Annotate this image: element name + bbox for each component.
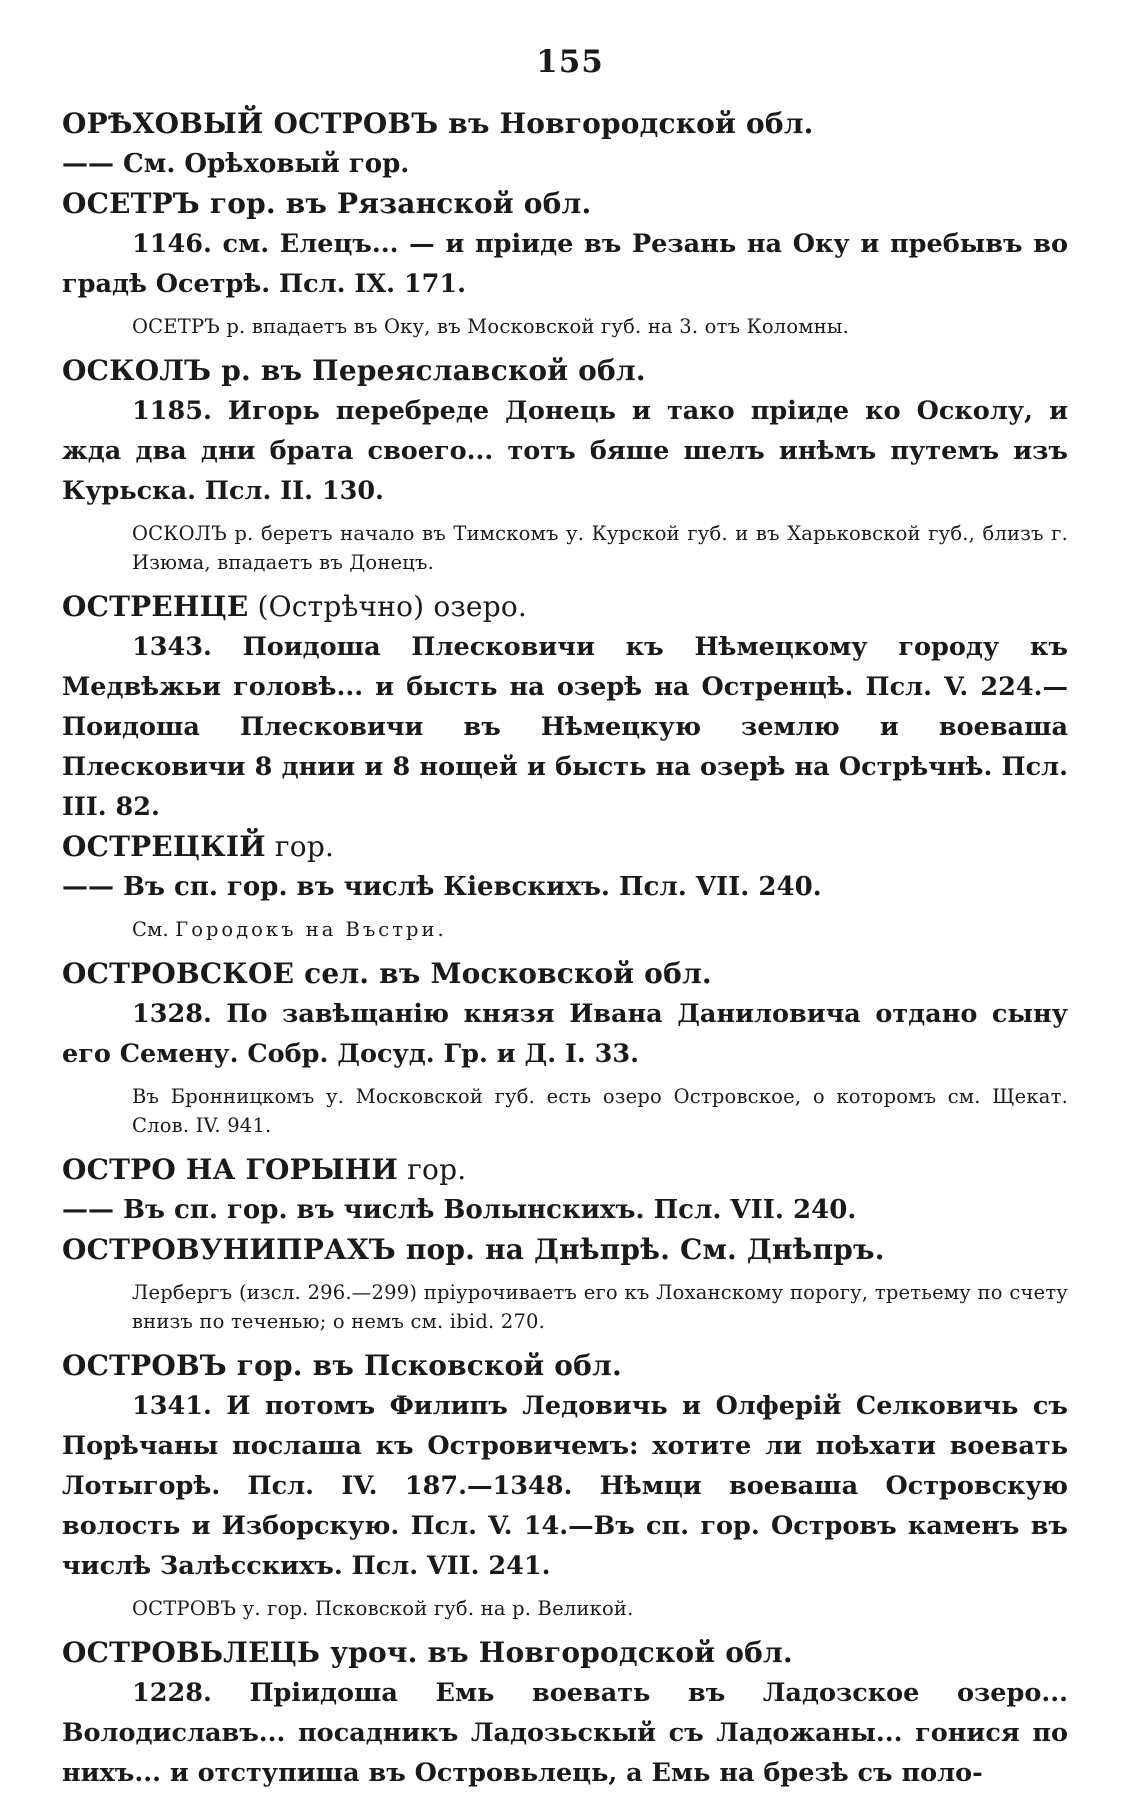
entry-name: ОСКОЛЪ <box>62 354 212 387</box>
entry-name: ОСТРОВЬЛЕЦЬ <box>62 1636 321 1669</box>
entry-name: ОСТРЕНЦЕ <box>62 590 249 623</box>
entry-note: ОСТРОВЪ у. гор. Псковской губ. на р. Великой. <box>132 1597 634 1620</box>
entry-note <box>62 915 1068 944</box>
entry-ostro-na-goryni <box>62 1150 1068 1230</box>
entry-note: Лербергъ (изсл. 296.—299) пріурочиваетъ его къ Лоханскому порогу, третьему по счету внизъ по теченью; о немъ см. ibid. 270. <box>132 1281 1068 1333</box>
entry-heading <box>62 1230 1068 1270</box>
entry-crossref: —— См. Орѣховый гор. <box>62 149 410 179</box>
entry-crossref: —— Въ сп. гор. въ числѣ Волынскихъ. Псл. VII. 240. <box>62 1195 857 1225</box>
entry-heading <box>62 587 1068 627</box>
entry-oskol <box>62 351 1068 577</box>
entry-quotation: 1185. Игорь перебреде Донець и тако пріиде ко Осколу, и жда два дни брата своего... тотъ бяше шелъ инѣмъ путемъ изъ Курьска. Псл. II. 130. <box>62 396 1068 506</box>
entry-descriptor: уроч. въ Новгородской обл. <box>320 1636 793 1669</box>
entry-descriptor: гор. въ Рязанской обл. <box>199 187 592 220</box>
entry-ostrovuniprah <box>62 1230 1068 1336</box>
entry-name: ОСТРОВЪ <box>62 1349 227 1382</box>
entry-note: Въ Бронницкомъ у. Московской губ. есть озеро Островское, о которомъ см. Щекат. Слов. IV. 941. <box>132 1085 1068 1137</box>
note-prefix: См. <box>132 918 176 941</box>
entry-heading <box>62 954 1068 994</box>
entry-name: ОРѢХОВЫЙ ОСТРОВЪ <box>62 107 439 140</box>
entry-quotation: 1228. Пріидоша Емь воевать въ Ладозское озеро... Володиславъ... посадникъ Ладозьскый съ Ладожаны... гонися по нихъ... и отступиша въ Островьлець, а Емь на брезѣ съ поло- <box>62 1678 1068 1788</box>
entry-heading <box>62 1346 1068 1386</box>
entry-ostrov <box>62 1346 1068 1623</box>
entry-name: ОСТРОВСКОЕ <box>62 957 295 990</box>
entry-heading <box>62 1633 1068 1673</box>
entry-quotation: 1341. И потомъ Филипъ Ледовичь и Олферій Селковичь съ Порѣчаны послаша къ Островичемъ: хотите ли поѣхати воевать Лотыгорѣ. Псл. IV. 187.—1348. Нѣмци воеваша Островскую волость и Изборскую. Псл. V. 14.—Въ сп. гор. Островъ каменъ въ числѣ Залѣсскихъ. Псл. VII. 241. <box>62 1391 1068 1581</box>
entry-descriptor: гор. въ Псковской обл. <box>226 1349 622 1382</box>
entry-name: ОСТРЕЦКІЙ <box>62 830 266 863</box>
entry-descriptor: гор. <box>265 830 335 863</box>
entry-quotation: 1328. По завѣщанію князя Ивана Даниловича отдано сыну его Семену. Собр. Досуд. Гр. и Д. I. 33. <box>62 999 1068 1069</box>
entry-name: ОСЕТРЪ <box>62 187 200 220</box>
entry-note: ОСКОЛЪ р. беретъ начало въ Тимскомъ у. Курской губ. и въ Харьковской губ., близъ г. Изюма, впадаетъ въ Донецъ. <box>132 522 1068 574</box>
entry-ostrovlec <box>62 1633 1068 1793</box>
entry-osetr <box>62 184 1068 341</box>
entry-name: ОСТРОВУНИПРАХЪ <box>62 1233 396 1266</box>
entry-descriptor: р. въ Переяславской обл. <box>211 354 646 387</box>
entry-heading <box>62 184 1068 224</box>
entry-quotation: 1343. Поидоша Плесковичи къ Нѣмецкому городу къ Медвѣжьи головѣ... и бысть на озерѣ на Остренцѣ. Псл. V. 224.—Поидоша Плесковичи въ Нѣмецкую землю и воеваша Плесковичи 8 днии и 8 нощей и бысть на озерѣ на Острѣчнѣ. Псл. III. 82. <box>62 632 1068 822</box>
entry-name: ОСТРО НА ГОРЫНИ <box>62 1153 399 1186</box>
entry-descriptor: (Острѣчно) озеро. <box>248 590 527 623</box>
entry-descriptor: гор. <box>398 1153 467 1186</box>
entry-note: ОСЕТРЪ р. впадаетъ въ Оку, въ Московской губ. на 3. отъ Коломны. <box>132 315 850 338</box>
entry-quotation: 1146. см. Елецъ... — и пріиде въ Резань на Оку и пребывъ во градѣ Осетрѣ. Псл. IX. 171. <box>62 229 1068 299</box>
entry-descriptor: пор. на Днѣпрѣ. См. Днѣпръ. <box>395 1233 885 1266</box>
entry-heading <box>62 351 1068 391</box>
page-number: 155 <box>536 44 604 80</box>
entry-ostrence <box>62 587 1068 827</box>
entry-descriptor: въ Новгородской обл. <box>438 107 814 140</box>
entry-ostreckiy <box>62 827 1068 944</box>
entry-heading <box>62 104 1068 144</box>
entry-descriptor: сел. въ Московской обл. <box>294 957 712 990</box>
entry-heading <box>62 1150 1068 1190</box>
note-reference: Городокъ на Въстри. <box>175 918 447 941</box>
entry-ostrovskoe <box>62 954 1068 1140</box>
dictionary-content <box>62 104 1068 1793</box>
entry-heading <box>62 827 1068 867</box>
entry-crossref: —— Въ сп. гор. въ числѣ Кіевскихъ. Псл. VII. 240. <box>62 872 822 902</box>
entry-orekhovy-ostrov <box>62 104 1068 184</box>
